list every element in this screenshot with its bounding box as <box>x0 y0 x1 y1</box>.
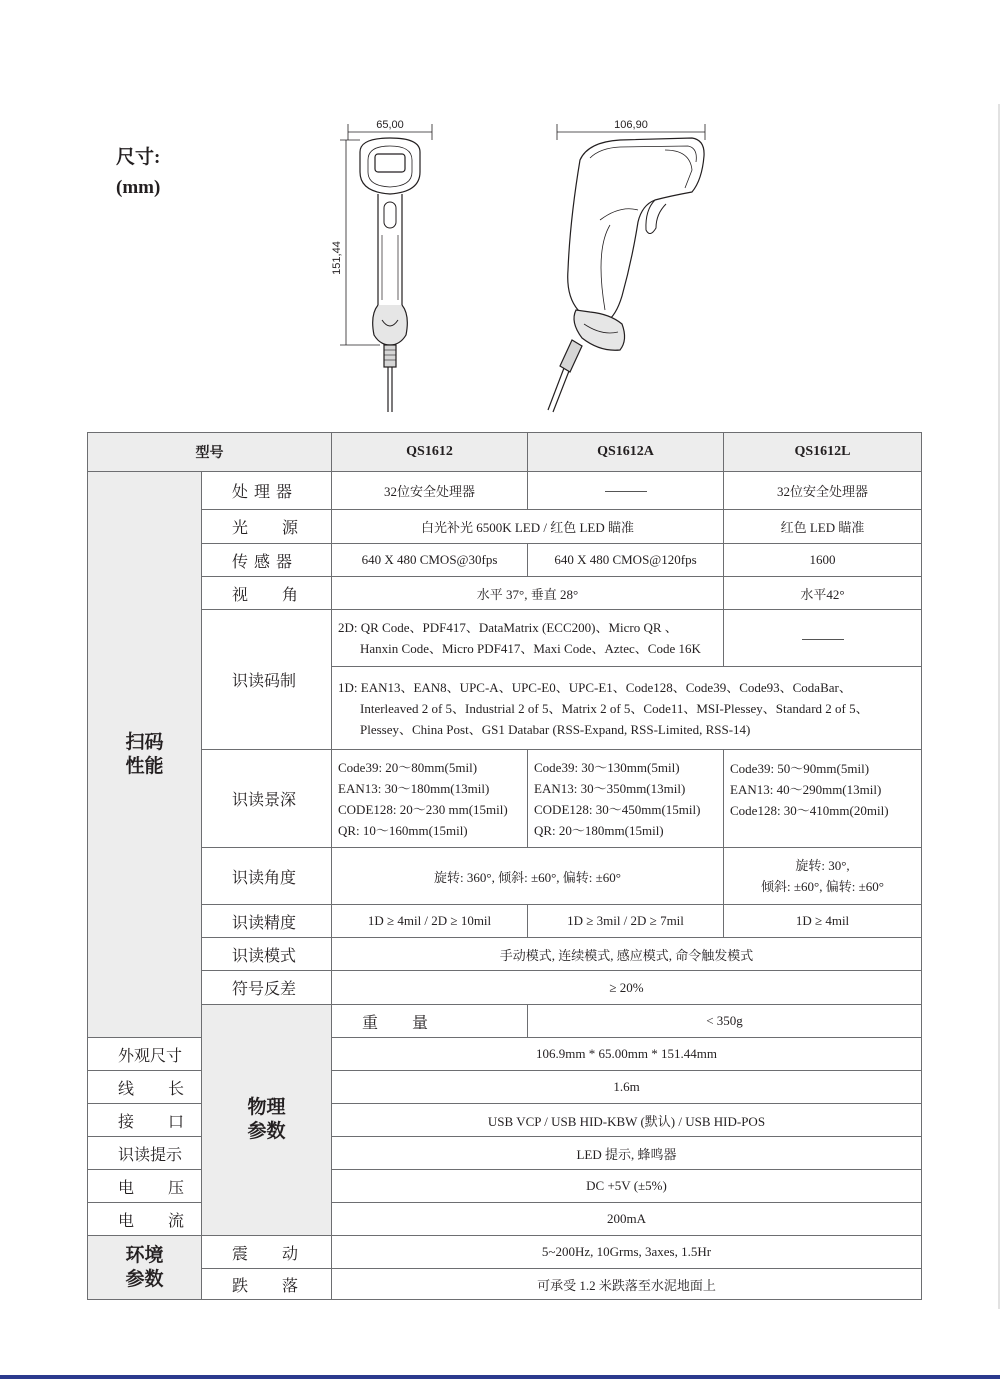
front-view-handle <box>378 194 402 315</box>
current-value: 200mA <box>332 1203 922 1236</box>
row-reading-mode <box>88 938 922 971</box>
row-depth-of-field <box>88 750 922 848</box>
bottom-accent-bar <box>0 1375 1000 1379</box>
dof-qs1612a-ean13: EAN13: 30～350mm(13mil) <box>534 780 686 796</box>
row-drop <box>88 1269 922 1300</box>
dof-qs1612-ean13: EAN13: 30～180mm(13mil) <box>338 780 490 796</box>
height-label: 151,44 <box>331 241 343 275</box>
front-width-label: 65,00 <box>376 119 404 131</box>
processor-qs1612l: 32位安全处理器 <box>724 472 922 510</box>
interface-value: USB VCP / USB HID-KBW (默认) / USB HID-POS <box>332 1104 922 1137</box>
fov-qs1612l: 水平42° <box>724 577 922 610</box>
label-light: 光 源 <box>202 510 332 544</box>
dof-qs1612a-code39: Code39: 30～130mm(5mil) <box>534 759 680 775</box>
sensor-qs1612: 640 X 480 CMOS@30fps <box>332 544 528 577</box>
side-view-cable-strain <box>560 340 582 372</box>
label-processor: 处理器 <box>202 472 332 510</box>
dof-qs1612a-qr: QR: 20～180mm(15mil) <box>534 822 664 838</box>
dof-qs1612l-ean13: EAN13: 40～290mm(13mil) <box>730 782 882 797</box>
voltage-value: DC +5V (±5%) <box>332 1170 922 1203</box>
angle-qs1612-qs1612a: 旋转: 360°, 倾斜: ±60°, 偏转: ±60° <box>332 848 724 905</box>
row-symbologies-2d <box>88 610 922 667</box>
processor-qs1612a-empty <box>528 472 724 510</box>
side-view-trigger <box>646 200 666 234</box>
symbologies-2d <box>332 610 724 667</box>
row-print-contrast <box>88 971 922 1005</box>
label-fov: 视 角 <box>202 577 332 610</box>
resolution-qs1612l: 1D ≥ 4mil <box>724 905 922 938</box>
sensor-qs1612l: 1600 <box>724 544 922 577</box>
label-print-contrast: 符号反差 <box>202 971 332 1005</box>
side-width-label: 106,90 <box>614 119 648 131</box>
label-symbologies: 识读码制 <box>202 610 332 750</box>
angle-qs1612l-line1: 旋转: 30°, <box>795 858 850 873</box>
dof-qs1612l <box>724 750 922 848</box>
resolution-qs1612a: 1D ≥ 3mil / 2D ≥ 7mil <box>528 905 724 938</box>
dof-qs1612-qr: QR: 10～160mm(15mil) <box>338 822 468 838</box>
light-qs1612-qs1612a: 白光补光 6500K LED / 红色 LED 瞄准 <box>332 510 724 544</box>
reading-mode-value: 手动模式, 连续模式, 感应模式, 命令触发模式 <box>332 938 922 971</box>
dof-qs1612-code39: Code39: 20～80mm(5mil) <box>338 759 478 775</box>
header-model-2: QS1612A <box>528 433 724 472</box>
row-light <box>88 510 922 544</box>
side-view-body <box>568 138 704 322</box>
label-vibration: 震 动 <box>202 1236 332 1269</box>
symbologies-1d-line1: 1D: EAN13、EAN8、UPC-A、UPC-E0、UPC-E1、Code128、Code39、Code93、CodaBar、 <box>338 679 852 695</box>
side-view-base <box>574 310 625 350</box>
dimensions-title-line2: (mm) <box>116 177 161 198</box>
fov-qs1612-qs1612a: 水平 37°, 垂直 28° <box>332 577 724 610</box>
sensor-qs1612a: 640 X 480 CMOS@120fps <box>528 544 724 577</box>
dimensions-title <box>116 143 160 203</box>
weight-value: < 350g <box>528 1005 922 1038</box>
cable-value: 1.6m <box>332 1071 922 1104</box>
dimensions-title-line1: 尺寸: <box>116 147 161 168</box>
label-reading-mode: 识读模式 <box>202 938 332 971</box>
row-processor <box>88 472 922 510</box>
symbologies-1d-line2: Interleaved 2 of 5、Industrial 2 of 5、Matrix 2 of 5、Code11、MSI-Plessey、Standard 2 of 5、 <box>360 700 869 716</box>
row-reading-angle <box>88 848 922 905</box>
print-contrast-value: ≥ 20% <box>332 971 922 1005</box>
drop-value: 可承受 1.2 米跌落至水泥地面上 <box>332 1269 922 1300</box>
dof-qs1612 <box>332 750 528 848</box>
row-weight <box>88 1005 922 1038</box>
label-resolution: 识读精度 <box>202 905 332 938</box>
dof-qs1612l-code128: Code128: 30～410mm(20mil) <box>730 803 889 818</box>
label-sensor: 传感器 <box>202 544 332 577</box>
front-view-cable-strain <box>384 345 396 367</box>
dof-qs1612a <box>528 750 724 848</box>
label-reading-angle: 识读角度 <box>202 848 332 905</box>
label-current: 电 流 <box>88 1203 202 1236</box>
symbologies-2d-line1: 2D: QR Code、PDF417、DataMatrix (ECC200)、Micro QR 、 <box>338 620 678 635</box>
size-value: 106.9mm * 65.00mm * 151.44mm <box>332 1038 922 1071</box>
scanner-dimension-drawings <box>320 110 740 420</box>
label-interface: 接 口 <box>88 1104 202 1137</box>
angle-qs1612l-line2: 倾斜: ±60°, 偏转: ±60° <box>761 879 884 894</box>
dof-qs1612l-code39: Code39: 50～90mm(5mil) <box>730 761 870 776</box>
symbologies-1d <box>332 667 922 750</box>
indicator-value: LED 提示, 蜂鸣器 <box>332 1137 922 1170</box>
front-view-base <box>373 305 408 345</box>
vibration-value: 5~200Hz, 10Grms, 3axes, 1.5Hr <box>332 1236 922 1269</box>
spec-table <box>87 432 922 1300</box>
symbologies-2d-line2: Hanxin Code、Micro PDF417、Maxi Code、Aztec、Code 16K <box>360 641 701 656</box>
label-cable: 线 长 <box>88 1071 202 1104</box>
row-sensor <box>88 544 922 577</box>
header-model-3: QS1612L <box>724 433 922 472</box>
group-physical: 物理参数 <box>202 1005 332 1236</box>
row-vibration <box>88 1236 922 1269</box>
angle-qs1612l <box>724 848 922 905</box>
resolution-qs1612: 1D ≥ 4mil / 2D ≥ 10mil <box>332 905 528 938</box>
front-view-window <box>375 154 405 172</box>
dof-qs1612-code128: CODE128: 20～230 mm(15mil) <box>338 801 508 817</box>
row-resolution <box>88 905 922 938</box>
label-weight: 重 量 <box>332 1005 528 1038</box>
group-environment: 环境参数 <box>88 1236 202 1300</box>
label-voltage: 电 压 <box>88 1170 202 1203</box>
label-depth-of-field: 识读景深 <box>202 750 332 848</box>
light-qs1612l: 红色 LED 瞄准 <box>724 510 922 544</box>
row-fov <box>88 577 922 610</box>
dof-qs1612a-code128: CODE128: 30～450mm(15mil) <box>534 801 701 817</box>
header-model-label: 型号 <box>88 433 332 472</box>
header-model-1: QS1612 <box>332 433 528 472</box>
label-indicator: 识读提示 <box>88 1137 202 1170</box>
label-size: 外观尺寸 <box>88 1038 202 1071</box>
symbologies-1d-line3: Plessey、China Post、GS1 Databar (RSS-Expand, RSS-Limited, RSS-14) <box>360 721 751 737</box>
symbologies-2d-qs1612l-empty <box>724 610 922 667</box>
label-drop: 跌 落 <box>202 1269 332 1300</box>
group-scan-performance: 扫码性能 <box>88 472 202 1038</box>
processor-qs1612: 32位安全处理器 <box>332 472 528 510</box>
spec-header-row <box>88 433 922 472</box>
